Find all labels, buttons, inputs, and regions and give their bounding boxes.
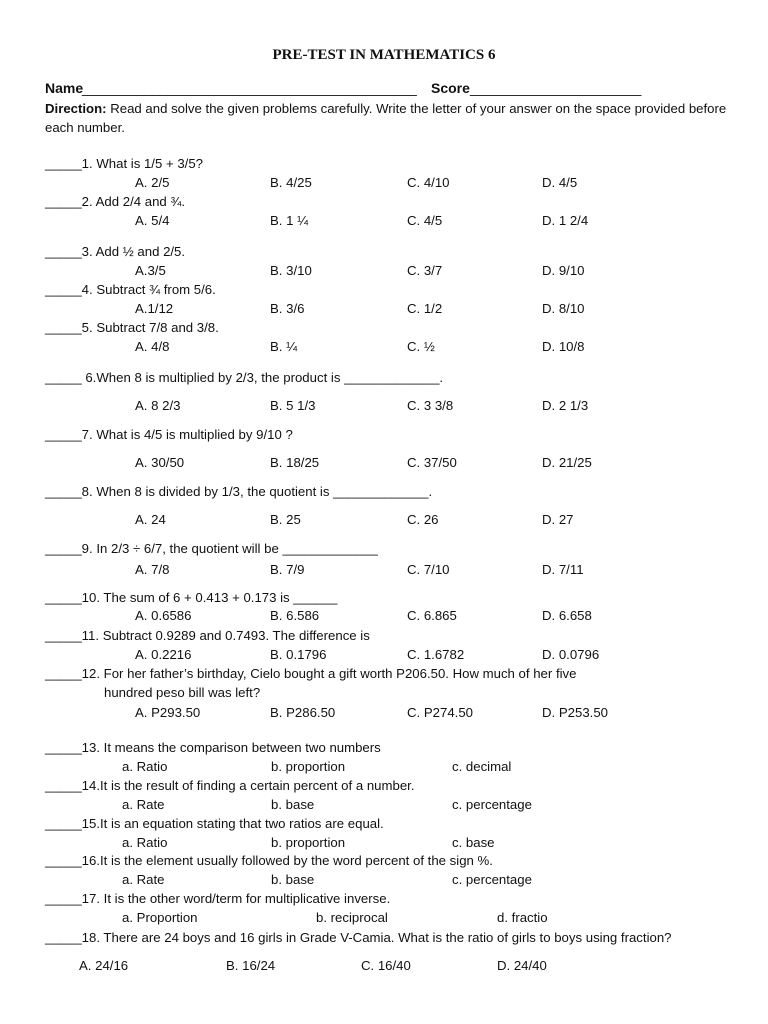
option-b: b. proportion [271, 759, 346, 774]
option-a: a. Ratio [122, 835, 168, 850]
question-15 [45, 816, 384, 831]
option-d: D. P253.50 [542, 705, 608, 720]
answer-blank[interactable]: _____ [45, 778, 82, 793]
question-text: 18. There are 24 boys and 16 girls in Grade V-Camia. What is the ratio of girls to boys using fraction? [81, 930, 672, 945]
question-3 [45, 244, 185, 259]
option-a: A. 24/16 [79, 958, 129, 973]
question-text: 2. Add 2/4 and ¾. [81, 194, 186, 209]
question-1 [45, 156, 203, 171]
option-c: C. 3/7 [407, 263, 443, 278]
option-d: D. 24/40 [497, 958, 547, 973]
question-text: 14.It is the result of finding a certain percent of a number. [81, 778, 415, 793]
option-b: b. base [271, 872, 315, 887]
question-18 [45, 930, 672, 945]
answer-blank[interactable]: _____ [45, 590, 82, 605]
score-field-line[interactable]: ______________________ [470, 80, 642, 96]
answer-blank[interactable]: _____ [45, 320, 82, 335]
question-12-continued: hundred peso bill was left? [104, 685, 261, 700]
option-d: D. 7/11 [542, 562, 584, 577]
question-text: 15.It is an equation stating that two ratios are equal. [81, 816, 384, 831]
answer-blank[interactable]: _____ [45, 244, 82, 259]
answer-blank[interactable]: _____ [45, 427, 82, 442]
option-b: B. 18/25 [270, 455, 320, 470]
question-text: 6.When 8 is multiplied by 2/3, the product is _____________. [81, 370, 444, 385]
option-b: B. 3/10 [270, 263, 312, 278]
answer-blank[interactable]: _____ [45, 891, 82, 906]
option-d: D. 10/8 [542, 339, 585, 354]
option-a: A.1/12 [135, 301, 174, 316]
answer-blank[interactable]: _____ [45, 930, 82, 945]
option-b: B. 6.586 [270, 608, 320, 623]
option-d: d. fractio [497, 910, 548, 925]
question-16 [45, 853, 493, 868]
option-b: B. 1 ¼ [270, 213, 309, 228]
option-d: D. 4/5 [542, 175, 578, 190]
option-b: b. proportion [271, 835, 346, 850]
question-8 [45, 484, 432, 499]
option-c: C. 1.6782 [407, 647, 465, 662]
question-text: 17. It is the other word/term for multiplicative inverse. [81, 891, 391, 906]
option-d: D. 6.658 [542, 608, 592, 623]
question-2 [45, 194, 185, 209]
question-text: 3. Add ½ and 2/5. [81, 244, 186, 259]
option-c: C. 3 3/8 [407, 398, 454, 413]
answer-blank[interactable]: _____ [45, 156, 82, 171]
option-d: D. 9/10 [542, 263, 585, 278]
name-field-line[interactable]: ___________________________________________ [82, 80, 417, 96]
question-text: 16.It is the element usually followed by the word percent of the sign %. [81, 853, 493, 868]
option-a: A. 7/8 [135, 562, 170, 577]
option-b: b. reciprocal [316, 910, 388, 925]
answer-blank[interactable]: _____ [45, 666, 82, 681]
question-text: 13. It means the comparison between two numbers [81, 740, 381, 755]
question-11 [45, 628, 370, 643]
option-c: C. P274.50 [407, 705, 473, 720]
option-d: D. 8/10 [542, 301, 585, 316]
option-a: a. Rate [122, 872, 165, 887]
option-a: a. Rate [122, 797, 165, 812]
option-a: A. 2/5 [135, 175, 170, 190]
answer-blank[interactable]: _____ [45, 853, 82, 868]
option-d: D. 1 2/4 [542, 213, 589, 228]
question-4 [45, 282, 216, 297]
option-c: C. 4/5 [407, 213, 443, 228]
answer-blank[interactable]: _____ [45, 541, 82, 556]
option-a: a. Proportion [122, 910, 198, 925]
option-b: B. 0.1796 [270, 647, 327, 662]
option-b: B. 25 [270, 512, 301, 527]
question-text: 4. Subtract ¾ from 5/6. [81, 282, 216, 297]
option-a: A. 8 2/3 [135, 398, 181, 413]
option-d: D. 21/25 [542, 455, 592, 470]
option-c: C. 6.865 [407, 608, 457, 623]
question-14 [45, 778, 414, 793]
question-text: 11. Subtract 0.9289 and 0.7493. The difference is [81, 628, 370, 643]
option-c: c. percentage [452, 797, 532, 812]
direction-label: Direction: [45, 101, 107, 116]
answer-blank[interactable]: _____ [45, 282, 82, 297]
option-a: A. 24 [135, 512, 166, 527]
option-c: c. percentage [452, 872, 532, 887]
direction [45, 99, 735, 137]
option-b: B. 7/9 [270, 562, 305, 577]
question-13 [45, 740, 381, 755]
question-6 [45, 370, 443, 385]
question-7 [45, 427, 293, 442]
option-b: B. 5 1/3 [270, 398, 316, 413]
option-c: C. 37/50 [407, 455, 457, 470]
question-text: 10. The sum of 6 + 0.413 + 0.173 is ______ [81, 590, 338, 605]
question-12 [45, 666, 576, 681]
answer-blank[interactable]: _____ [45, 194, 82, 209]
question-9 [45, 541, 378, 556]
option-c: c. decimal [452, 759, 512, 774]
answer-blank[interactable]: _____ [45, 628, 82, 643]
option-c: C. 7/10 [407, 562, 450, 577]
option-c: C. 26 [407, 512, 439, 527]
answer-blank[interactable]: _____ [45, 816, 82, 831]
option-c: C. ½ [407, 339, 435, 354]
question-17 [45, 891, 390, 906]
option-d: D. 0.0796 [542, 647, 600, 662]
option-b: B. ¼ [270, 339, 298, 354]
option-a: A. 0.6586 [135, 608, 192, 623]
question-text: 5. Subtract 7/8 and 3/8. [81, 320, 219, 335]
option-b: B. P286.50 [270, 705, 336, 720]
direction-text: Read and solve the given problems carefully. Write the letter of your answer on the space provided before each number. [45, 101, 727, 135]
option-b: B. 4/25 [270, 175, 312, 190]
option-c: C. 16/40 [361, 958, 411, 973]
answer-blank[interactable]: _____ [45, 484, 82, 499]
option-d: D. 27 [542, 512, 574, 527]
option-b: b. base [271, 797, 315, 812]
option-c: C. 4/10 [407, 175, 450, 190]
question-text: 8. When 8 is divided by 1/3, the quotient is _____________. [81, 484, 433, 499]
option-a: A.3/5 [135, 263, 166, 278]
option-a: A. 0.2216 [135, 647, 192, 662]
answer-blank[interactable]: _____ [45, 740, 82, 755]
question-text: 9. In 2/3 ÷ 6/7, the quotient will be _____________ [81, 541, 378, 556]
name-score-line [45, 80, 745, 98]
question-text: 1. What is 1/5 + 3/5? [81, 156, 203, 171]
option-c: C. 1/2 [407, 301, 443, 316]
option-a: a. Ratio [122, 759, 168, 774]
option-c: c. base [452, 835, 495, 850]
page-title: PRE-TEST IN MATHEMATICS 6 [272, 47, 496, 63]
option-b: B. 16/24 [226, 958, 276, 973]
option-a: A. 4/8 [135, 339, 170, 354]
option-a: A. 30/50 [135, 455, 185, 470]
option-a: A. 5/4 [135, 213, 170, 228]
option-d: D. 2 1/3 [542, 398, 589, 413]
option-a: A. P293.50 [135, 705, 201, 720]
answer-blank[interactable]: _____ [45, 370, 82, 385]
name-label: Name [45, 80, 84, 96]
option-b: B. 3/6 [270, 301, 305, 316]
question-10 [45, 590, 337, 605]
score-label: Score [431, 80, 470, 96]
question-text: 7. What is 4/5 is multiplied by 9/10 ? [81, 427, 293, 442]
question-5 [45, 320, 219, 335]
question-text: 12. For her father’s birthday, Cielo bought a gift worth P206.50. How much of her five [81, 666, 577, 681]
